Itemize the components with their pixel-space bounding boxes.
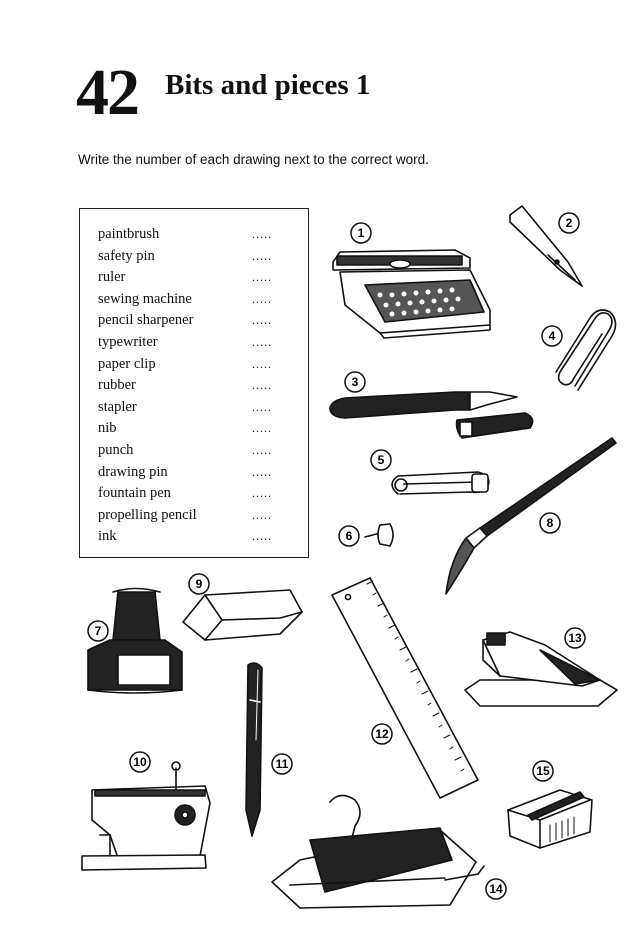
answer-blank[interactable]: ..... — [252, 507, 272, 522]
drawing-number-label: 11 — [275, 757, 289, 771]
sewing-machine-drawing — [82, 762, 210, 870]
word-label: ink — [98, 528, 117, 545]
punch-drawing — [272, 795, 484, 908]
drawing-number-8 — [540, 513, 560, 533]
rubber-drawing — [183, 590, 302, 640]
fountain-pen-drawing — [330, 392, 533, 438]
word-label: propelling pencil — [98, 506, 197, 523]
drawing-number-label: 2 — [565, 216, 573, 230]
drawing-number-7 — [88, 621, 108, 641]
answer-blank[interactable]: ..... — [252, 529, 272, 544]
drawing-number-label: 13 — [568, 631, 582, 645]
answer-blank[interactable]: ..... — [252, 486, 272, 501]
pencil-sharpener-drawing — [508, 790, 592, 848]
page-title: Bits and pieces 1 — [165, 69, 371, 101]
drawing-number-label: 12 — [375, 727, 389, 741]
answer-blank[interactable]: ..... — [252, 421, 272, 436]
drawing-number-9 — [189, 574, 209, 594]
drawing-number-15 — [533, 761, 553, 781]
safety-pin-drawing — [392, 472, 489, 494]
paper-clip-drawing — [556, 310, 616, 390]
word-label: fountain pen — [98, 485, 171, 502]
propelling-pencil-drawing — [246, 663, 262, 836]
word-label: rubber — [98, 377, 136, 394]
drawing-number-14 — [486, 879, 506, 899]
answer-blank[interactable]: ..... — [252, 227, 272, 241]
drawing-number-4 — [542, 326, 562, 346]
unit-number: 42 — [76, 56, 138, 129]
word-label: safety pin — [98, 247, 155, 264]
word-label: punch — [98, 441, 134, 458]
answer-blank[interactable]: ..... — [252, 442, 272, 457]
word-label: nib — [98, 420, 117, 437]
drawing-number-2 — [559, 213, 579, 233]
drawing-number-label: 6 — [345, 529, 353, 543]
drawing-number-label: 10 — [133, 755, 147, 769]
paintbrush-drawing — [446, 438, 616, 594]
word-label: paper clip — [98, 355, 156, 372]
drawing-number-10 — [130, 752, 150, 772]
word-label: stapler — [98, 398, 137, 415]
drawing-number-label: 15 — [536, 764, 550, 778]
drawing-number-11 — [272, 754, 292, 774]
word-label: paintbrush — [98, 226, 160, 242]
drawing-number-label: 1 — [357, 226, 365, 240]
answer-blank[interactable]: ..... — [252, 356, 272, 371]
drawing-number-1 — [351, 223, 371, 243]
drawing-number-label: 4 — [548, 329, 556, 343]
exercise-instruction: Write the number of each drawing next to the correct word. — [78, 152, 429, 167]
drawing-number-label: 5 — [377, 453, 385, 467]
word-label: sewing machine — [98, 290, 192, 307]
word-label: drawing pin — [98, 463, 168, 480]
drawing-pin-drawing — [365, 524, 393, 546]
drawing-number-5 — [371, 450, 391, 470]
drawing-number-label: 3 — [351, 375, 359, 389]
drawing-number-12 — [372, 724, 392, 744]
answer-blank[interactable]: ..... — [252, 378, 272, 393]
drawing-number-3 — [345, 372, 365, 392]
typewriter-drawing — [333, 250, 490, 338]
drawing-number-label: 9 — [195, 577, 203, 591]
drawing-number-label: 7 — [94, 624, 102, 638]
word-label: pencil sharpener — [98, 312, 194, 329]
drawing-number-label: 8 — [546, 516, 554, 530]
stapler-drawing — [465, 632, 617, 706]
answer-blank[interactable]: ..... — [252, 270, 272, 285]
answer-blank[interactable]: ..... — [252, 313, 272, 328]
answer-blank[interactable]: ..... — [252, 334, 272, 349]
answer-blank[interactable]: ..... — [252, 464, 272, 479]
drawing-number-13 — [565, 628, 585, 648]
answer-blank[interactable]: ..... — [252, 291, 272, 306]
ruler-drawing — [332, 578, 478, 798]
answer-blank[interactable]: ..... — [252, 248, 272, 263]
drawing-number-6 — [339, 526, 359, 546]
drawing-number-label: 14 — [489, 882, 503, 896]
word-label: ruler — [98, 269, 126, 286]
word-label: typewriter — [98, 333, 158, 350]
answer-blank[interactable]: ..... — [252, 399, 272, 414]
